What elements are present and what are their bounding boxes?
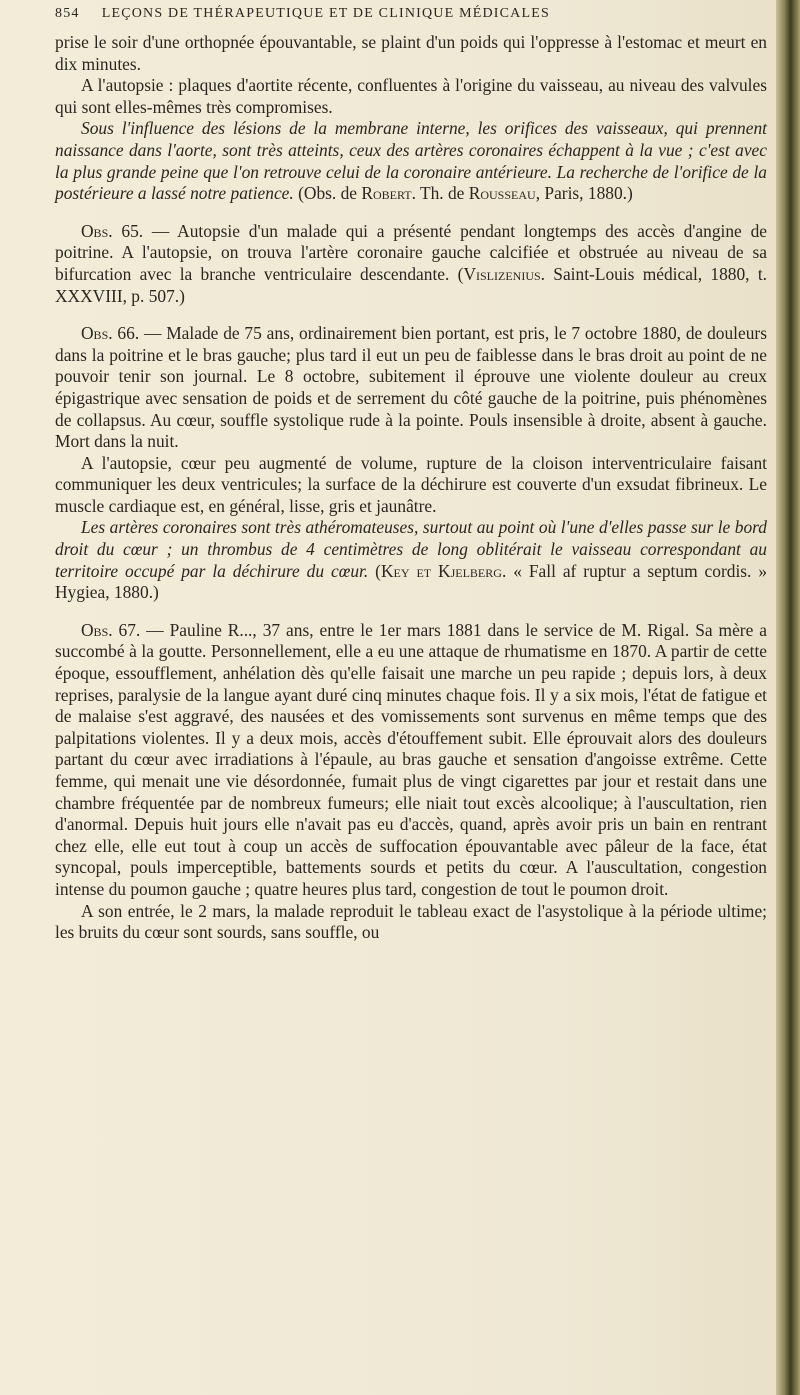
reference-text: . Th. de [411,183,469,204]
reference-author: Vislizenius [463,263,541,284]
reference-text: . Saint-Louis médical, 1880, t. XXXVIII, p. 507.) [55,263,767,306]
running-title: LEÇONS DE THÉRAPEUTIQUE ET DE CLINIQUE MÉDICALES [101,6,550,21]
reference-text: . « Fall af ruptur a septum cordis. » Hygiea, 1880.) [55,560,768,603]
paragraph [55,118,767,204]
paragraph [55,453,767,518]
running-header [55,6,755,22]
paragraph [55,32,767,75]
paragraph-text: A son entrée, le 2 mars, la malade reproduit le tableau exact de l'asystolique à la période ultime; les bruits du cœur sont sourds, sans souffle, ou [55,900,767,943]
observation-label: Obs. [81,619,113,640]
paragraph-text: A l'autopsie, cœur peu augmenté de volume, rupture de la cloison interventriculaire faisant communiquer les deux ventricules; la surface de la déchirure est couverte d'un exsudat fibrineux. Le muscle cardiaque est, en général, lisse, gris et jaunâtre. [55,452,767,516]
page-number: 854 [55,6,80,21]
reference-author: Robert [361,183,412,204]
reference-text: (Obs. de [293,183,362,204]
book-binding-edge [776,0,800,1395]
observation-text: 66. — Malade de 75 ans, ordinairement bien portant, est pris, le 7 octobre 1880, de douleurs dans la poitrine et le bras gauche; plus tard il eut un peu de faiblesse dans le bras droit au point de ne pouvoir tenir son journal. Le 8 octobre, subitement il éprouve une violente douleur au creux épigastrique avec sensation de poids et de serrement du côté gauche de la poitrine, puis phénomènes de collapsus. Au cœur, souffle systolique rude à la pointe. Pouls insensible à droite, absent à gauche. Mort dans la nuit. [55,323,767,452]
observation-66 [55,323,767,453]
paragraph-text: prise le soir d'une orthopnée épouvantable, se plaint d'un poids qui l'oppresse à l'estomac et meurt en dix minutes. [55,32,767,74]
body-text [55,32,767,944]
reference-author: Key et Kjelberg [380,560,502,581]
observation-67 [55,620,767,901]
reference-author: Rousseau [468,183,536,204]
observation-label: Obs. [81,220,113,241]
reference-text: ( [368,560,381,581]
paragraph [55,901,767,944]
observation-text: 65. — Autopsie d'un malade qui a présenté pendant longtemps des accès d'angine de poitrine. A l'autopsie, on trouva l'artère coronaire gauche calcifiée et obstruée au niveau de sa bifurcation avec la branche ventriculaire descendante. ( [55,220,767,284]
reference-text: , Paris, 1880.) [535,183,633,204]
italic-passage: Sous l'influence des lésions de la membrane interne, les orifices des vaisseaux, qui prennent naissance dans l'aorte, sont très atteints, ceux des artères coronaires échappent à la vue ; c'est avec la plus grande peine que l'on retrouve celui de la coronaire antérieure. La recherche de l'orifice de la postérieure a lassé notre patience. [55,118,767,204]
italic-passage: Les artères coronaires sont très athéromateuses, surtout au point où l'une d'elles passe sur le bord droit du cœur ; un thrombus de 4 centimètres de long oblitérait le vaisseau correspondant au territoire occupé par la déchirure du cœur. [55,517,767,581]
paragraph [55,75,767,118]
paragraph [55,517,767,603]
paragraph-text: A l'autopsie : plaques d'aortite récente, confluentes à l'origine du vaisseau, au niveau des valvules qui sont elles-mêmes très compromises. [55,75,767,117]
observation-65 [55,221,767,307]
observation-text: 67. — Pauline R..., 37 ans, entre le 1er mars 1881 dans le service de M. Rigal. Sa mère a succombé à la goutte. Personnellement, elle a eu une attaque de rhumatisme en 1870. A partir de cette époque, essoufflement, anhélation dès qu'elle faisait une marche un peu rapide ; depuis lors, à deux reprises, paralysie de la langue ayant duré cinq minutes chaque fois. Il y a six mois, l'état de fatigue et de malaise s'est aggravé, des nausées et des vomissements sont survenus en même temps que des palpitations violentes. Il y a deux mois, accès d'étouffement subit. Elle éprouvait alors des douleurs partant du cœur avec irradiations à l'épaule, au bras gauche et sensation d'angoisse extrême. Cette femme, qui menait une vie désordonnée, fumait plus de vingt cigarettes par jour et restait dans une chambre fréquentée par de nombreux fumeurs; elle niait tout excès alcoolique; à l'auscultation, rien d'anormal. Depuis huit jours elle n'avait pas eu d'accès, quand, après avoir pris un bain en rentrant chez elle, elle eut tout à coup un accès de suffocation épouvantable avec pâleur de la face, état syncopal, pouls imperceptible, battements sourds et petits du cœur. A l'auscultation, congestion intense du poumon gauche ; quatre heures plus tard, congestion de tout le poumon droit. [55,619,767,899]
observation-label: Obs. [81,323,113,344]
